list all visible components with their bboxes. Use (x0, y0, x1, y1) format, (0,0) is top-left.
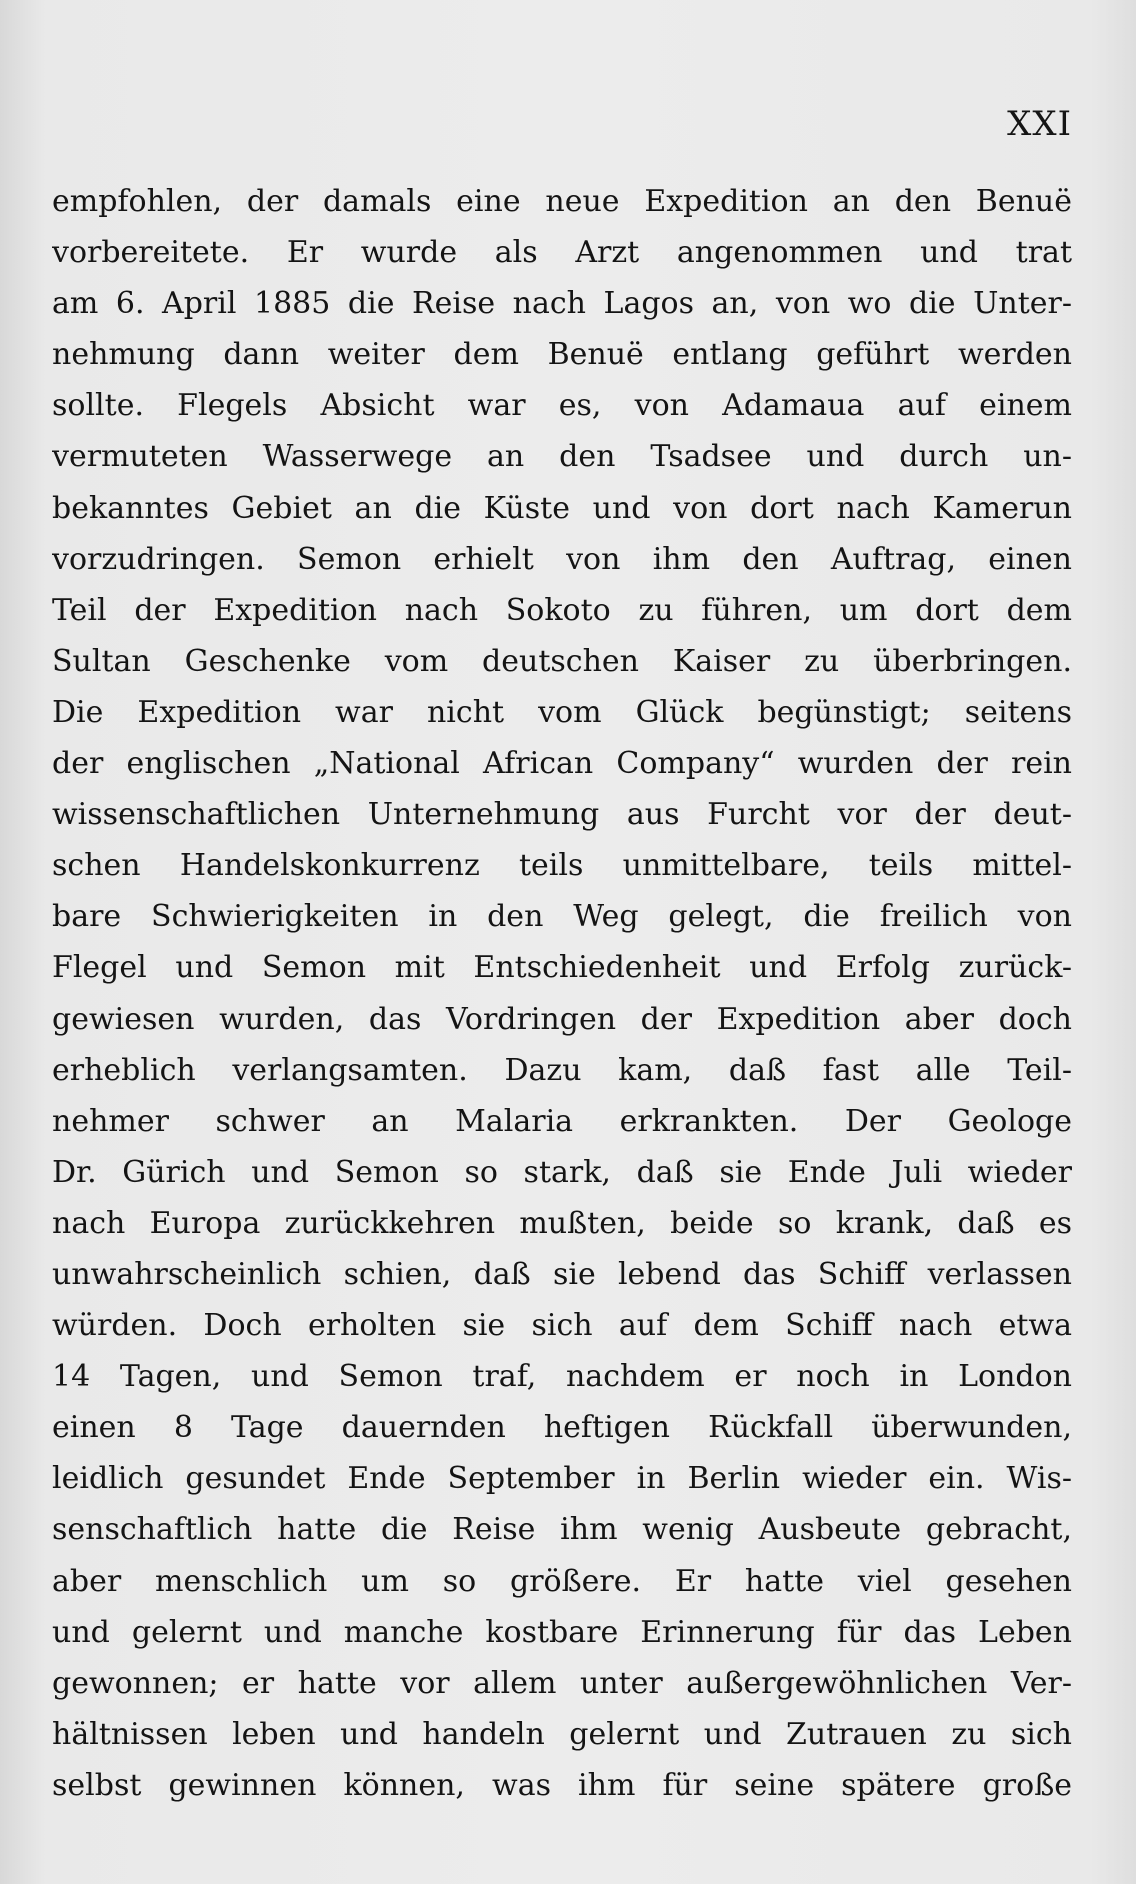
text-line: und gelernt und manche kostbare Erinnerung für das Leben (52, 1614, 1072, 1650)
text-line: empfohlen, der damals eine neue Expedition an den Benuë (52, 184, 1072, 219)
text-line: senschaftlich hatte die Reise ihm wenig Ausbeute gebracht, (52, 1512, 1072, 1548)
text-line: unwahrscheinlich schien, daß sie lebend das Schiff verlassen (52, 1256, 1072, 1292)
text-line: am 6. April 1885 die Reise nach Lagos an, von wo die Unter- (52, 286, 1072, 322)
text-line: gewonnen; er hatte vor allem unter außergewöhnlichen Ver- (52, 1665, 1072, 1701)
text-line: aber menschlich um so größere. Er hatte viel gesehen (52, 1563, 1072, 1599)
text-line: sollte. Flegels Absicht war es, von Adamaua auf einem (52, 388, 1072, 424)
text-line: hältnissen leben und handeln gelernt und Zutrauen zu sich (52, 1716, 1072, 1752)
text-line: bare Schwierigkeiten in den Weg gelegt, die freilich von (52, 899, 1072, 935)
text-line: 14 Tagen, und Semon traf, nachdem er noch in London (52, 1359, 1072, 1395)
text-line: vorzudringen. Semon erhielt von ihm den Auftrag, einen (52, 541, 1072, 577)
body-text (52, 176, 1072, 1811)
text-line: vermuteten Wasserwege an den Tsadsee und durch un- (52, 439, 1072, 475)
text-line: Teil der Expedition nach Sokoto zu führen, um dort dem (52, 592, 1072, 628)
text-line: nehmung dann weiter dem Benuë entlang geführt werden (52, 337, 1072, 373)
text-line: gewiesen wurden, das Vordringen der Expedition aber doch (52, 1001, 1072, 1037)
text-line: nehmer schwer an Malaria erkrankten. Der Geologe (52, 1103, 1072, 1139)
text-line: schen Handelskonkurrenz teils unmittelbare, teils mittel- (52, 848, 1072, 884)
page-number: XXI (1007, 104, 1072, 144)
text-line: vorbereitete. Er wurde als Arzt angenommen und trat (52, 235, 1072, 271)
text-line: der englischen „National African Company“ wurden der rein (52, 746, 1072, 782)
text-line: selbst gewinnen können, was ihm für seine spätere große (52, 1767, 1072, 1803)
text-line: einen 8 Tage dauernden heftigen Rückfall überwunden, (52, 1410, 1072, 1446)
text-line: leidlich gesundet Ende September in Berlin wieder ein. Wis- (52, 1461, 1072, 1497)
text-line: Dr. Gürich und Semon so stark, daß sie Ende Juli wieder (52, 1154, 1072, 1190)
text-line: bekanntes Gebiet an die Küste und von dort nach Kamerun (52, 490, 1072, 526)
text-line: nach Europa zurückkehren mußten, beide so krank, daß es (52, 1205, 1072, 1241)
text-line: erheblich verlangsamten. Dazu kam, daß fast alle Teil- (52, 1052, 1072, 1088)
text-line: Die Expedition war nicht vom Glück begünstigt; seitens (52, 694, 1072, 730)
text-line: Sultan Geschenke vom deutschen Kaiser zu überbringen. (52, 643, 1072, 679)
text-line: Flegel und Semon mit Entschiedenheit und Erfolg zurück- (52, 950, 1072, 986)
text-line: wissenschaftlichen Unternehmung aus Furcht vor der deut- (52, 797, 1072, 833)
text-line: würden. Doch erholten sie sich auf dem Schiff nach etwa (52, 1308, 1072, 1344)
